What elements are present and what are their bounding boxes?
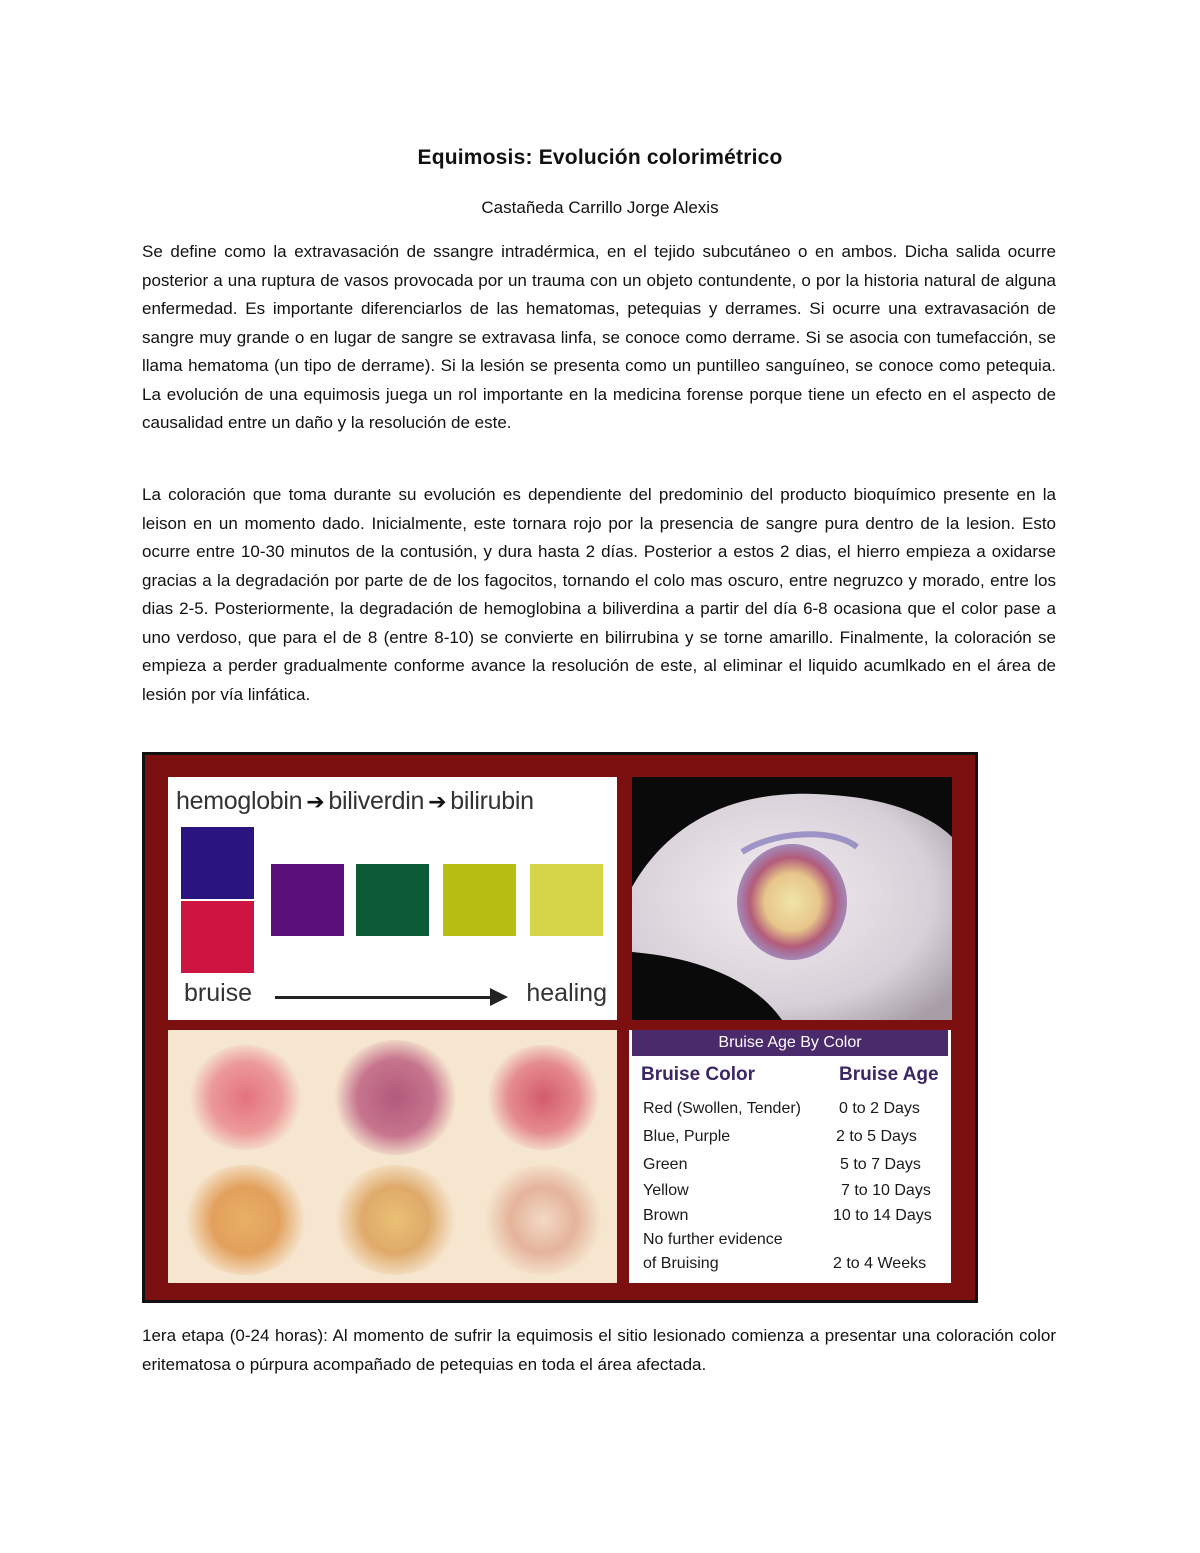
document-author: Castañeda Carrillo Jorge Alexis [481, 198, 719, 217]
bruise-stage-5 [333, 1165, 458, 1275]
timeline-arrowhead [490, 988, 508, 1006]
table-row-age: 0 to 2 Days [839, 1100, 920, 1117]
table-row-color: Green [643, 1156, 688, 1173]
table-row-color: of Bruising [643, 1255, 719, 1272]
paragraph-definition: Se define como la extravasación de ssangre intradérmica, en el tejido subcutáneo o en ambos. Dicha salida ocurre posterior a una ruptura de vasos provocada por un trauma con un objeto contundente, o por la historia natural de alguna enfermedad. Es importante diferenciarlos de las hematomas, petequias y derrames. Si ocurre una extravasación de sangre muy grande o en lugar de sangre se extravasa linfa, se conoce como derrame. Si se asocia con tumefacción, se llama hematoma (un tipo de derrame). Si la lesión se presenta como un puntilleo sanguíneo, se conoce como petequia. La evolución de una equimosis juega un rol importante en la medicina forense porque tiene un efecto en el aspecto de causalidad entre un daño y la resolución de este. [142, 242, 1056, 432]
knee-photo-image [632, 777, 952, 1020]
bruise-stage-2 [333, 1040, 458, 1155]
table-row-age: 10 to 14 Days [833, 1207, 932, 1224]
column-header-age: Bruise Age [839, 1064, 939, 1085]
bruise-stage-6 [483, 1165, 603, 1275]
healing-label: healing [526, 979, 607, 1007]
table-row-color: Red (Swollen, Tender) [643, 1100, 802, 1117]
chem-bilirubin: bilirubin [450, 787, 534, 815]
bruise-age-table [629, 1030, 951, 1283]
swatch-green [356, 864, 429, 936]
table-row-color: No further evidence [643, 1231, 783, 1248]
table-row-color: Brown [643, 1207, 689, 1224]
chem-hemoglobin: hemoglobin [176, 787, 303, 815]
table-row-age: 5 to 7 Days [840, 1156, 921, 1173]
table-row-age: 2 to 5 Days [836, 1128, 917, 1145]
table-row-age: 2 to 4 Weeks [833, 1255, 927, 1272]
arrow-icon: ➔ [428, 789, 447, 814]
bruise-label: bruise [184, 979, 253, 1007]
table-row-color: Yellow [643, 1182, 689, 1199]
swatch-olive [443, 864, 516, 936]
table-row-color: Blue, Purple [643, 1128, 731, 1145]
swatch-dark-blue [181, 827, 254, 899]
bruise-stage-4 [183, 1165, 308, 1275]
swatch-purple [271, 864, 344, 936]
paragraph-coloration: La coloración que toma durante su evolución es dependiente del predominio del producto bioquímico presente en la leison en un momento dado. Inicialmente, este tornara rojo por la presencia de sangre pura dentro de la lesion. Esto ocurre entre 10-30 minutos de la contusión, y dura hasta 2 días. Posterior a estos 2 dias, el hierro empieza a oxidarse gracias a la degradación por parte de de los fagocitos, tornando el colo mas oscuro, entre negruzco y morado, entre los dias 2-5. Posteriormente, la degradación de hemoglobina a biliverdina a partir del día 6-8 ocasiona que el color pase a uno verdoso, que para el de 8 (entre 8-10) se convierte en bilirrubina y se torne amarillo. Finalmente, la coloración se empieza a perder gradualmente conforme avance la resolución de este, al eliminar el liquido acumlkado en el área de lesión por vía linfática. [142, 485, 1056, 704]
paragraph-stage-1: 1era etapa (0-24 horas): Al momento de sufrir la equimosis el sitio lesionado comienza a presentar una coloración color eritematosa o púrpura acompañado de petequias en toda el área afectada. [142, 1326, 1056, 1374]
arrow-icon: ➔ [306, 789, 325, 814]
swatch-red [181, 901, 254, 973]
bruise-stage-3 [486, 1045, 601, 1150]
bruise-color-figure [142, 752, 978, 1303]
swatch-yellow [530, 864, 603, 936]
column-header-color: Bruise Color [641, 1064, 756, 1085]
chem-progression [176, 787, 534, 816]
table-row-age: 7 to 10 Days [841, 1182, 931, 1199]
timeline-arrow [275, 996, 493, 999]
bruise-stage-1 [188, 1045, 303, 1150]
knee-bruise-photo [632, 777, 952, 1020]
chemistry-panel [168, 777, 617, 1020]
bruise-stages-photo [168, 1030, 617, 1283]
chem-biliverdin: biliverdin [328, 787, 425, 815]
table-title: Bruise Age By Color [632, 1030, 948, 1056]
document-title: Equimosis: Evolución colorimétrico [417, 146, 783, 169]
